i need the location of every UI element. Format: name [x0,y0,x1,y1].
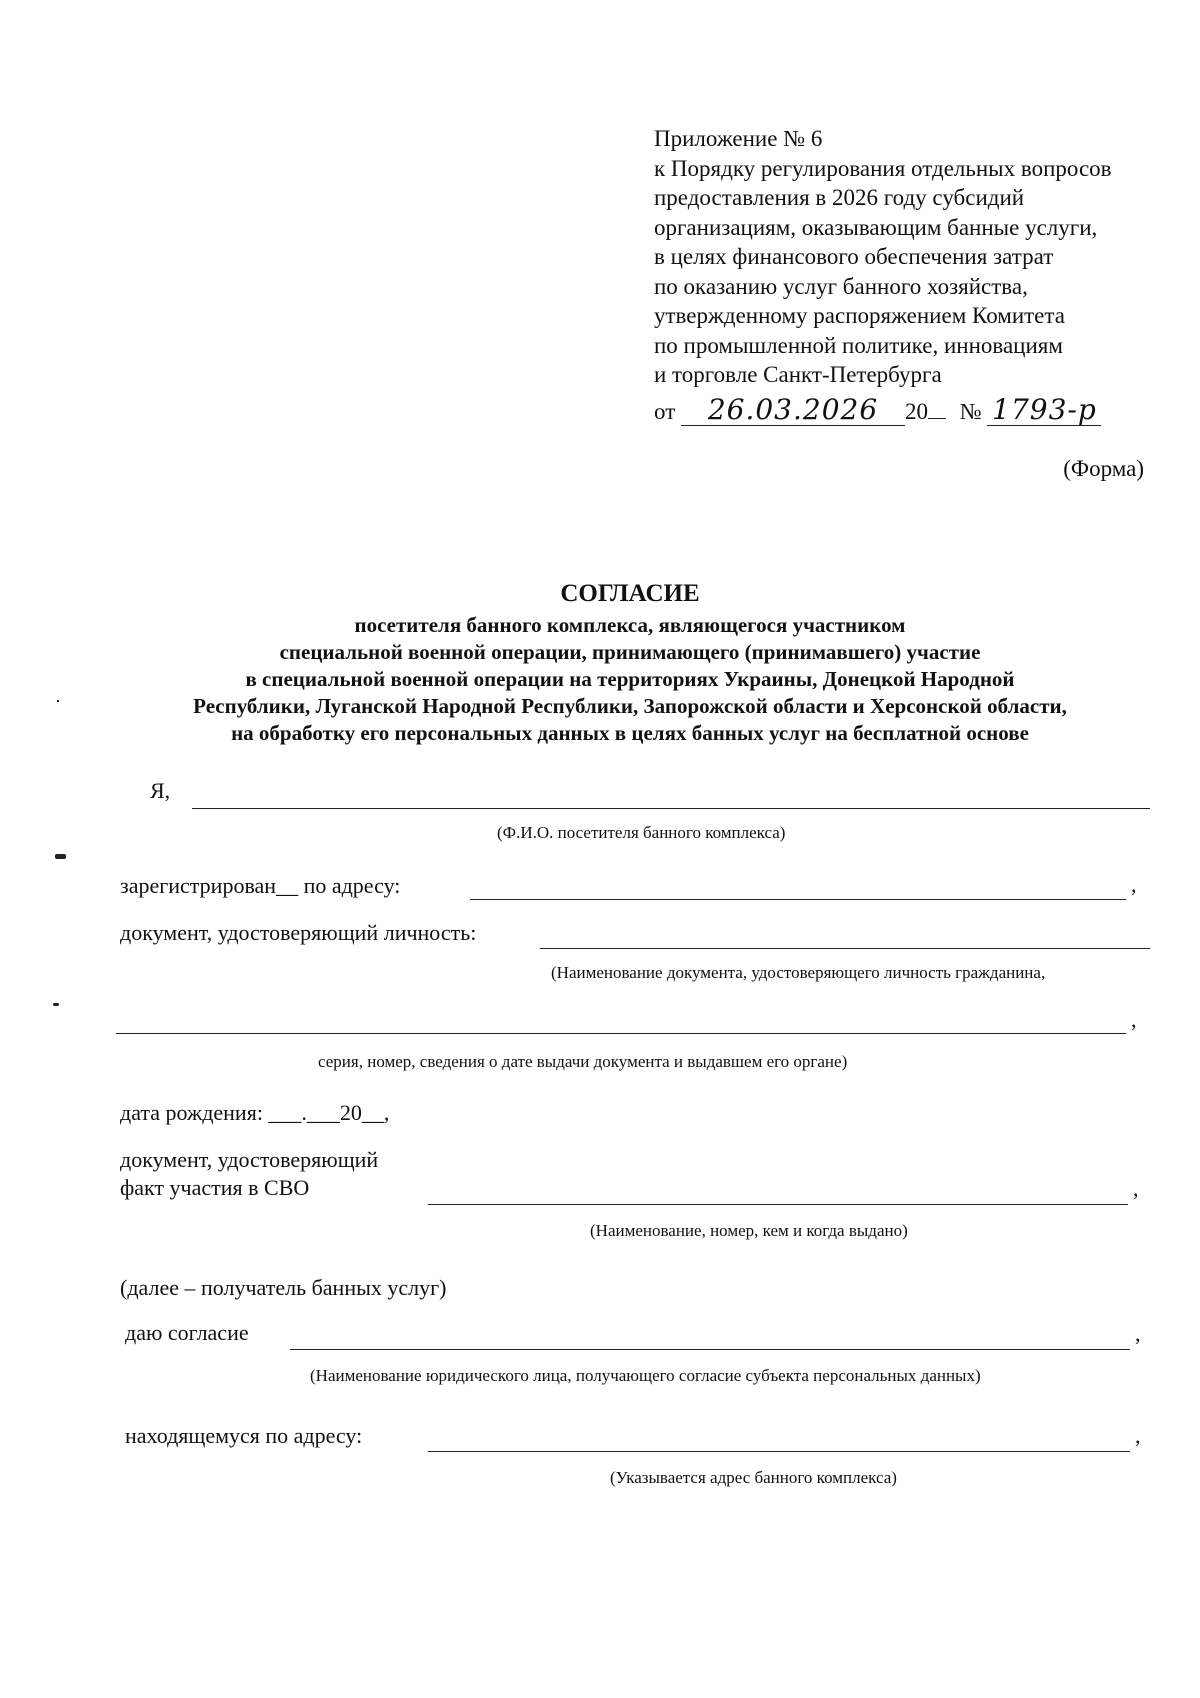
id-document-caption-1: (Наименование документа, удостоверяющего личность гражданина, [551,963,1046,982]
comma: , [1133,1176,1139,1201]
year-prefix: 20 [905,398,928,424]
comma: , [1131,1007,1137,1032]
year-blank [928,392,946,419]
svo-document-label-2: факт участия в СВО [120,1175,310,1200]
id-document-details-line[interactable] [116,1033,1126,1034]
handwritten-number: 1793-р [987,399,1101,426]
birth-date-label: дата рождения: ___.___20__, [120,1100,390,1125]
appendix-line: предоставления в 2026 году субсидий [654,185,1025,210]
scan-mark [57,700,59,702]
form-label: (Форма) [1063,456,1144,481]
id-document-caption-2: серия, номер, сведения о дате выдачи документа и выдавшем его органе) [318,1052,848,1071]
appendix-header [654,124,1112,426]
svo-document-line[interactable] [428,1204,1128,1205]
scan-mark [53,1003,59,1006]
appendix-line: и торговле Санкт-Петербурга [654,362,942,387]
from-prefix: от [654,398,676,424]
address-label: находящемуся по адресу: [125,1423,363,1448]
subtitle-line: специальной военной операции, принимающего (принимавшего) участие [279,640,981,664]
appendix-date-number-line [654,392,1112,427]
fio-caption: (Ф.И.О. посетителя банного комплекса) [497,823,786,842]
bath-complex-address-line[interactable] [428,1451,1130,1452]
scan-mark [55,854,66,859]
subtitle-line: в специальной военной операции на территориях Украины, Донецкой Народной [245,667,1015,691]
consent-label: даю согласие [125,1320,249,1345]
subtitle-line: Республики, Луганской Народной Республики, Запорожской области и Херсонской области, [193,694,1067,718]
i-label: Я, [150,778,171,803]
appendix-line: организациям, оказывающим банные услуги, [654,214,1098,240]
subtitle-line: посетителя банного комплекса, являющегося участником [354,613,906,637]
fio-field-line[interactable] [192,808,1150,809]
registered-address-line[interactable] [470,899,1126,900]
appendix-line: к Порядку регулирования отдельных вопросов [654,155,1112,181]
id-document-label: документ, удостоверяющий личность: [120,920,477,945]
handwritten-date: 26.03.2026 [681,399,905,426]
address-caption: (Указывается адрес банного комплекса) [610,1468,897,1487]
svo-document-caption: (Наименование, номер, кем и когда выдано) [590,1221,908,1240]
appendix-line: по оказанию услуг банного хозяйства, [654,273,1028,299]
comma: , [1135,1321,1141,1346]
consent-organization-line[interactable] [290,1349,1130,1350]
appendix-line: утвержденному распоряжением Комитета [654,303,1065,328]
appendix-line: Приложение № 6 [654,126,823,151]
appendix-line: в целях финансового обеспечения затрат [654,244,1054,269]
comma: , [1135,1423,1141,1448]
subtitle-line: на обработку его персональных данных в целях банных услуг на бесплатной основе [231,721,1029,745]
comma: , [1131,872,1137,897]
consent-caption: (Наименование юридического лица, получающего согласие субъекта персональных данных) [310,1366,981,1385]
document-title: СОГЛАСИЕ [560,580,700,607]
recipient-label: (далее – получатель банных услуг) [120,1275,447,1300]
appendix-line: по промышленной политике, инновациям [654,332,1063,358]
document-subtitle [0,612,1200,747]
number-sign: № [959,398,982,424]
registered-label: зарегистрирован__ по адресу: [120,873,401,898]
id-document-line[interactable] [540,948,1150,949]
svo-document-label-1: документ, удостоверяющий [120,1147,379,1172]
